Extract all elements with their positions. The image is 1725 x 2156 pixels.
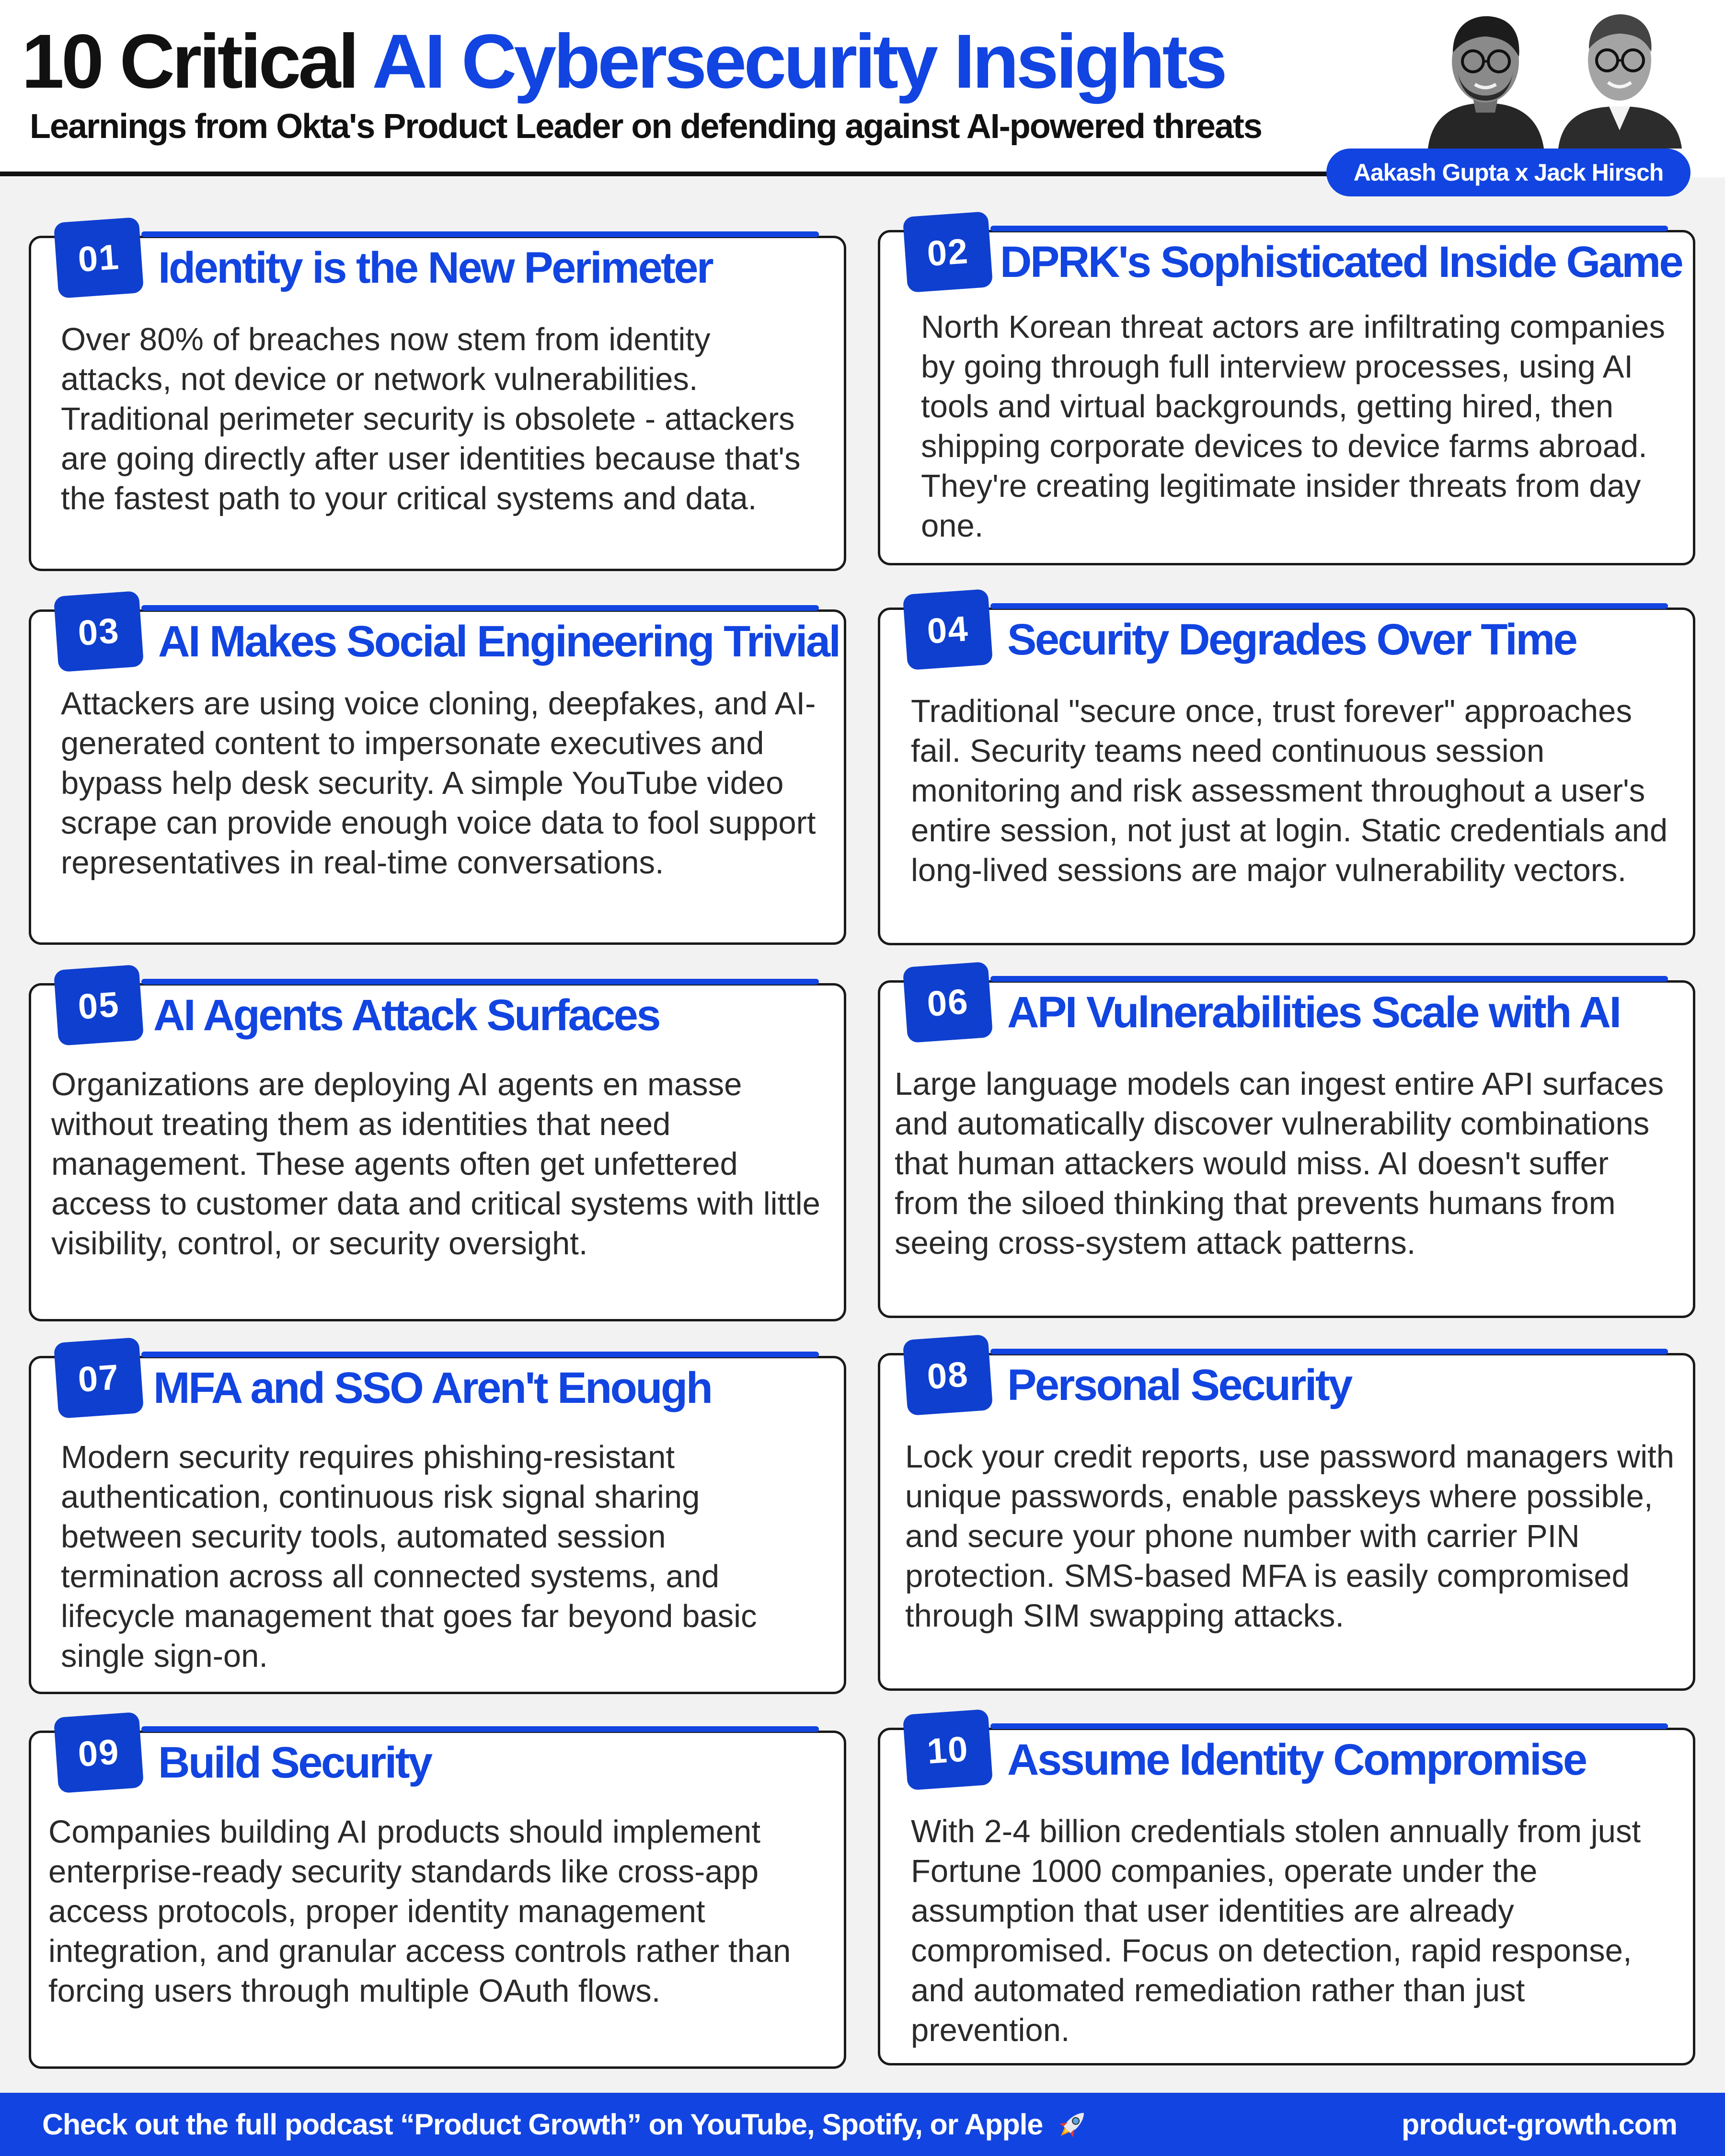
card-body: Lock your credit reports, use password managers with unique passwords, enable passkeys where possible, and secure your phone number with carrier PIN protection. SMS-based MFA is easily compromised through SIM swapping attacks.: [905, 1439, 1674, 1634]
rocket-icon: [1053, 2105, 1092, 2144]
card-body: North Korean threat actors are infiltrating companies by going through full interview processes, using AI tools and virtual backgrounds, getting hired, then shipping corporate devices to device farms abroad. They're creating legitimate insider threats from day one.: [921, 309, 1665, 544]
page-subtitle: Learnings from Okta's Product Leader on defending against AI-powered threats: [30, 107, 1262, 146]
card-number-badge: 02: [903, 211, 993, 293]
insight-card-03: [29, 609, 846, 945]
card-number-badge: 04: [903, 589, 993, 670]
card-accent-rule: [141, 1352, 819, 1357]
card-title: AI Agents Attack Surfaces: [153, 991, 660, 1040]
card-number-badge: 10: [903, 1709, 993, 1790]
card-number-badge: 09: [54, 1712, 144, 1793]
card-title: Identity is the New Perimeter: [158, 243, 713, 292]
title-lead: 10 Critical: [22, 18, 372, 104]
card-accent-rule: [141, 1726, 819, 1732]
page-title: [22, 18, 1225, 104]
insight-card-01: [29, 236, 846, 571]
card-title: AI Makes Social Engineering Trivial: [158, 617, 840, 666]
card-title: Assume Identity Compromise: [1007, 1735, 1586, 1784]
header-divider: [0, 172, 1390, 176]
card-number-badge: 08: [903, 1334, 993, 1416]
card-title: MFA and SSO Aren't Enough: [153, 1364, 712, 1412]
card-accent-rule: [990, 1349, 1668, 1354]
insight-card-09: [29, 1731, 846, 2069]
card-accent-rule: [141, 605, 819, 611]
portrait-right: [1552, 5, 1687, 149]
card-title: Build Security: [158, 1738, 431, 1787]
card-accent-rule: [141, 979, 819, 985]
footer: [0, 2093, 1725, 2156]
card-body: Modern security requires phishing-resistant authentication, continuous risk signal sharing between security tools, automated session termination across all connected systems, and lifecycle management that goes far beyond basic single sign-on.: [61, 1439, 757, 1674]
card-number-badge: 05: [54, 964, 144, 1046]
card-body: With 2-4 billion credentials stolen annually from just Fortune 1000 companies, operate under the assumption that user identities are already compromised. Focus on detection, rapid response, and automated remediation rather than just prevention.: [911, 1813, 1641, 2048]
card-body: Organizations are deploying AI agents en masse without treating them as identities that need management. These agents often get unfettered access to customer data and critical systems with little visibility, control, or security oversight.: [51, 1067, 820, 1261]
card-number-badge: 01: [54, 217, 144, 298]
card-title: API Vulnerabilities Scale with AI: [1007, 988, 1620, 1037]
card-title: Personal Security: [1007, 1361, 1351, 1410]
insight-card-06: [878, 980, 1695, 1318]
author-badge: Aakash Gupta x Jack Hirsch: [1326, 149, 1690, 196]
insight-card-10: [878, 1728, 1695, 2065]
footer-cta: [42, 2093, 1092, 2156]
footer-site-link[interactable]: product-growth.com: [1402, 2108, 1677, 2141]
card-body: Large language models can ingest entire API surfaces and automatically discover vulnerability combinations that human attackers would miss. AI doesn't suffer from the siloed thinking that prevents humans from seeing cross-system attack patterns.: [895, 1066, 1664, 1261]
portrait-left: [1418, 5, 1552, 149]
card-accent-rule: [990, 226, 1668, 231]
card-number-badge: 03: [54, 591, 144, 672]
insight-card-07: [29, 1356, 846, 1694]
host-portraits: [1418, 5, 1687, 149]
card-accent-rule: [990, 603, 1668, 609]
insight-card-04: [878, 608, 1695, 945]
card-accent-rule: [990, 1723, 1668, 1729]
title-accent: AI Cybersecurity Insights: [372, 18, 1225, 104]
card-body: Traditional "secure once, trust forever" approaches fail. Security teams need continuous session monitoring and risk assessment throughout a user's entire session, not just at login. Static credentials and long-lived sessions are major vulnerability vectors.: [911, 693, 1668, 888]
insight-card-05: [29, 983, 846, 1321]
card-title: Security Degrades Over Time: [1007, 615, 1576, 664]
card-accent-rule: [990, 976, 1668, 982]
insight-card-08: [878, 1353, 1695, 1691]
insight-card-02: [878, 230, 1695, 565]
card-body: Over 80% of breaches now stem from identity attacks, not device or network vulnerabilities. Traditional perimeter security is obsolete - attackers are going directly after user identities because that's the fastest path to your critical systems and data.: [61, 321, 801, 516]
footer-cta-text: Check out the full podcast “Product Growth” on YouTube, Spotify, or Apple: [42, 2108, 1043, 2141]
card-accent-rule: [141, 231, 819, 237]
card-body: Attackers are using voice cloning, deepfakes, and AI-generated content to impersonate executives and bypass help desk security. A simple YouTube video scrape can provide enough voice data to fool support representatives in real-time conversations.: [61, 686, 816, 881]
card-number-badge: 06: [903, 962, 993, 1043]
card-number-badge: 07: [54, 1337, 144, 1419]
card-title: DPRK's Sophisticated Inside Game: [1000, 238, 1682, 287]
card-body: Companies building AI products should implement enterprise-ready security standards like cross-app access protocols, proper identity management integration, and granular access controls rather than forcing users through multiple OAuth flows.: [48, 1814, 791, 2009]
